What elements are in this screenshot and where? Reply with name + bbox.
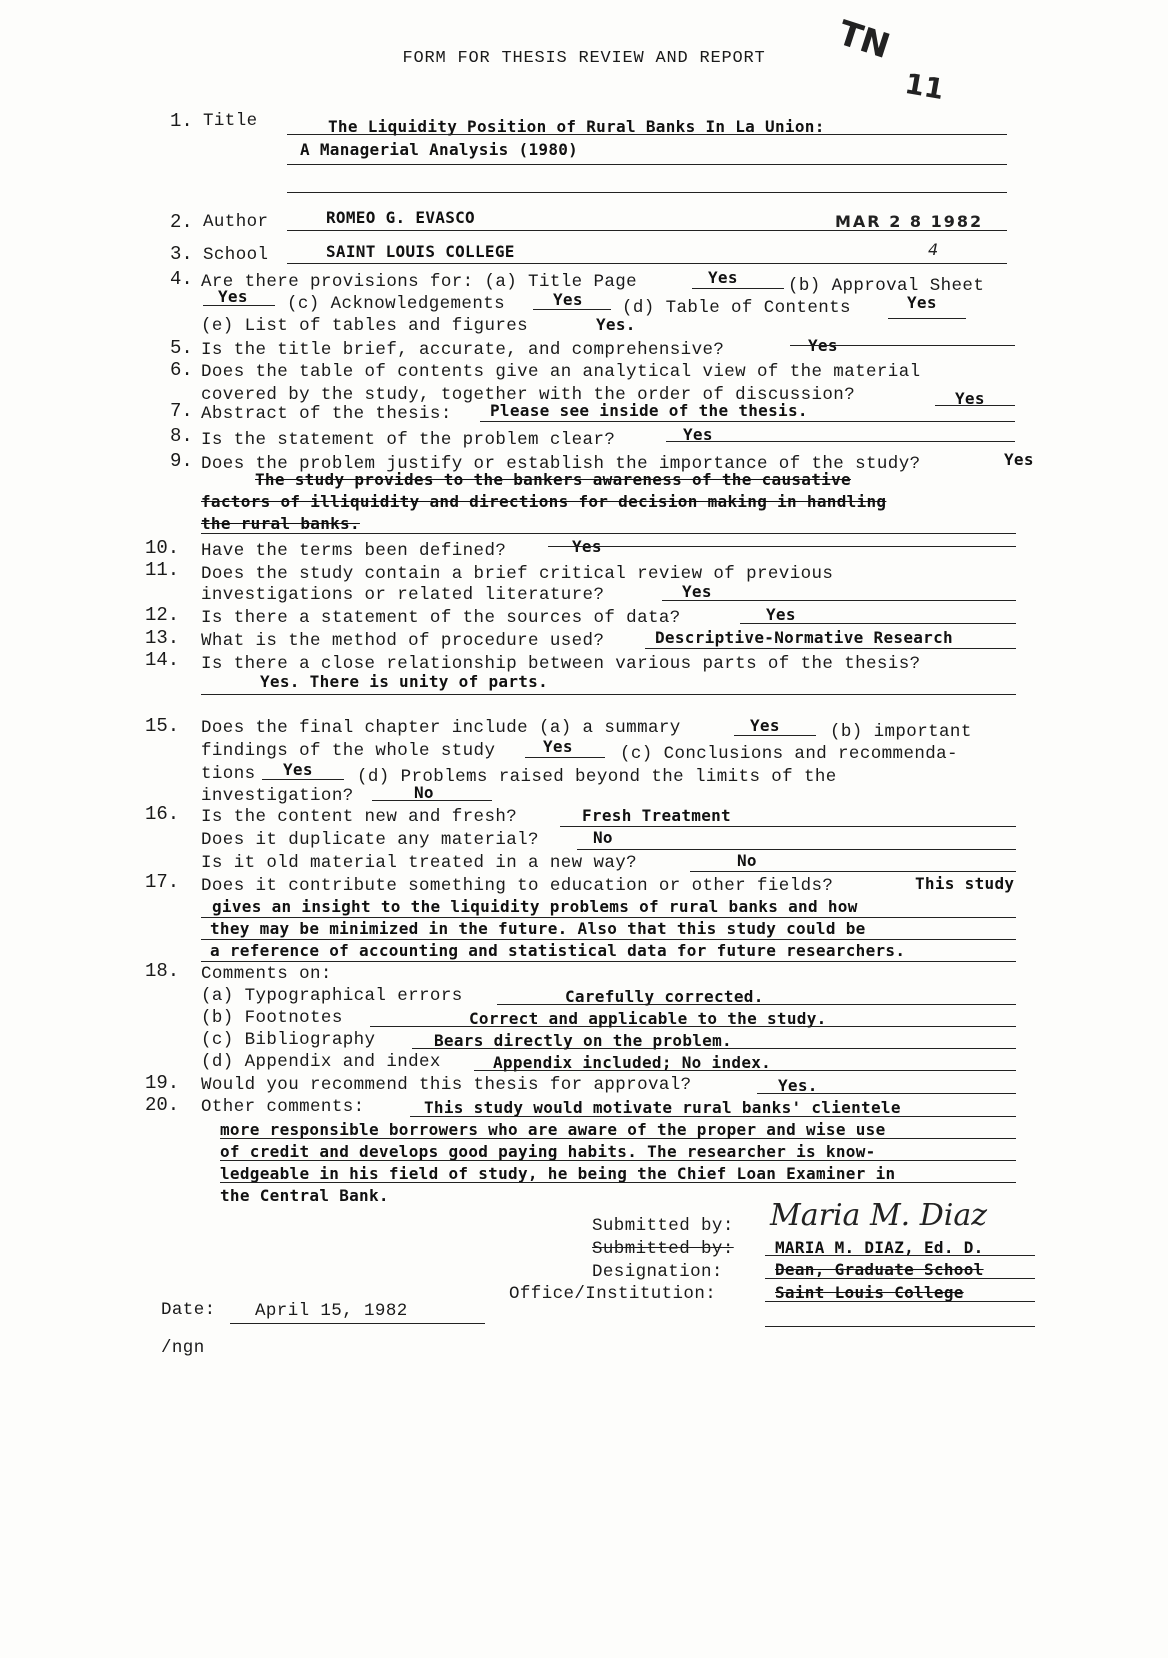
received-date-stamp: MAR 2 8 1982 [835,212,984,231]
answer-rule [203,305,275,306]
bibliography-label: (c) Bibliography [201,1030,376,1050]
answer-rule [201,961,1016,962]
approval-sheet-answer: Yes [218,287,248,306]
duplicate-material-question: Does it duplicate any material? [201,830,539,850]
answer-rule [220,1138,1016,1139]
school-answer: SAINT LOUIS COLLEGE [326,242,515,261]
typist-initials: /ngn [161,1338,205,1358]
answer-rule [525,757,605,758]
problem-importance-answer-line2: factors of illiquidity and directions for decision making in handling [201,492,887,511]
date-label: Date: [161,1300,216,1320]
summary-answer: Yes [750,716,780,735]
old-material-question: Is it old material treated in a new way? [201,853,638,873]
list-of-tables-label: (e) List of tables and figures [201,316,529,336]
other-comments-line0: This study would motivate rural banks' clientele [424,1098,901,1117]
author-answer: ROMEO G. EVASCO [326,208,475,227]
answer-rule [410,1116,1016,1117]
item-number: 13. [145,627,180,649]
content-new-question: Is the content new and fresh? [201,807,518,827]
contribution-answer-start: This study [915,874,1015,893]
other-comments-line3: ledgeable in his field of study, he being the Chief Loan Examiner in [220,1164,896,1183]
acknowledgements-label: (c) Acknowledgements [287,294,506,314]
important-findings-label: (b) important [830,722,972,742]
answer-rule [692,288,784,289]
literature-review-question-line2: investigations or related literature? [201,585,605,605]
submitted-by-label-struck: Submitted by: [592,1239,734,1259]
contribution-answer-line3: a reference of accounting and statistical data for future researchers. [210,941,906,960]
final-chapter-question-line1: Does the final chapter include (a) a summary [201,718,681,738]
recommendations-answer: Yes [283,760,313,779]
literature-review-answer: Yes [682,582,712,601]
table-of-contents-question-line1: Does the table of contents give an analytical view of the material [201,362,921,382]
findings-answer: Yes [543,737,573,756]
method-answer: Descriptive-Normative Research [655,628,953,647]
old-material-answer: No [737,851,757,870]
table-of-contents-analysis-answer: Yes [955,389,985,408]
answer-rule [662,600,1016,601]
abstract-question: Abstract of the thesis: [201,404,452,424]
date-value: April 15, 1982 [255,1301,408,1321]
office-label: Office/Institution: [509,1284,717,1304]
office-value: Saint Louis College [775,1283,964,1302]
appendix-answer: Appendix included; No index. [493,1053,772,1072]
signature: Maria M. Diaz [770,1198,988,1233]
comments-on-label: Comments on: [201,964,332,984]
sources-of-data-answer: Yes [766,605,796,624]
item-number: 6. [170,359,193,381]
conclusions-label: (c) Conclusions and recommenda- [620,744,958,764]
problems-raised-answer: No [414,783,434,802]
answer-rule [474,1070,1016,1071]
problem-importance-yes: Yes [1004,450,1034,469]
title-label: Title [203,111,258,131]
stamp-note: 4 [928,240,939,259]
answer-rule [201,939,1016,940]
answer-rule [480,421,1015,422]
item-number: 17. [145,871,180,893]
answer-rule [548,546,1016,547]
answer-rule [287,230,1007,231]
answer-rule [287,192,1007,193]
typographical-answer: Carefully corrected. [565,987,764,1006]
other-comments-line1: more responsible borrowers who are aware of the proper and wise use [220,1120,886,1139]
recommend-answer: Yes. [778,1076,818,1095]
contribution-question: Does it contribute something to education or other fields? [201,876,834,896]
answer-rule [230,1323,485,1324]
item-number: 7. [170,400,193,422]
answer-rule [262,779,344,780]
footnotes-answer: Correct and applicable to the study. [469,1009,827,1028]
answer-rule [201,533,1016,534]
item-number: 14. [145,649,180,671]
item-number: 12. [145,604,180,626]
answer-rule [765,1278,1035,1279]
item-number: 8. [170,425,193,447]
contribution-answer-line2: they may be minimized in the future. Also that this study could be [210,919,866,938]
terms-defined-answer: Yes [572,537,602,556]
content-new-answer: Fresh Treatment [582,806,731,825]
answer-rule [560,826,1016,827]
problem-clear-answer: Yes [683,425,713,444]
other-comments-line4: the Central Bank. [220,1186,389,1205]
answer-rule [533,309,611,310]
submitted-by-label: Submitted by: [592,1216,734,1236]
answer-rule [935,405,1015,406]
answer-rule [220,1160,1016,1161]
typographical-label: (a) Typographical errors [201,986,463,1006]
abstract-answer: Please see inside of the thesis. [490,401,808,420]
answer-rule [757,1093,1016,1094]
problem-clear-question: Is the statement of the problem clear? [201,430,616,450]
tn-stamp: TN [833,12,895,68]
title-answer-line1: The Liquidity Position of Rural Banks In La Union: [328,117,825,136]
form-title: FORM FOR THESIS REVIEW AND REPORT [402,49,766,68]
appendix-label: (d) Appendix and index [201,1052,441,1072]
answer-rule [888,318,966,319]
problems-raised-label: (d) Problems raised beyond the limits of the [357,767,837,787]
relationship-answer: Yes. There is unity of parts. [260,672,549,691]
relationship-question: Is there a close relationship between various parts of the thesis? [201,654,921,674]
answer-rule [220,1182,1016,1183]
answer-rule [201,694,1016,695]
item-number: 15. [145,715,180,737]
answer-rule [497,1004,1016,1005]
answer-rule [201,917,1016,918]
item-number: 4. [170,268,193,290]
answer-rule [287,263,1007,264]
answer-rule [765,1301,1035,1302]
answer-rule [790,345,1015,346]
item-number: 10. [145,537,180,559]
answer-rule [577,849,1016,850]
duplicate-material-answer: No [593,828,613,847]
item-number: 9. [170,450,193,472]
answer-rule [690,871,1016,872]
title-brief-question: Is the title brief, accurate, and comprehensive? [201,340,725,360]
problem-importance-answer-line3: the rural banks. [201,514,360,533]
title-brief-answer: Yes [808,336,838,355]
bibliography-answer: Bears directly on the problem. [434,1031,732,1050]
recommend-question: Would you recommend this thesis for approval? [201,1075,692,1095]
item-number: 3. [170,243,193,265]
footnotes-label: (b) Footnotes [201,1008,343,1028]
answer-rule [370,1026,1016,1027]
answer-rule [645,648,1016,649]
answer-rule [765,1255,1035,1256]
literature-review-question-line1: Does the study contain a brief critical review of previous [201,564,834,584]
answer-rule [734,735,816,736]
other-comments-label: Other comments: [201,1097,365,1117]
answer-rule [666,441,1015,442]
problem-importance-answer-line1: The study provides to the bankers awareness of the causative [255,470,851,489]
final-chapter-question-line4: investigation? [201,786,354,806]
final-chapter-question-line2: findings of the whole study [201,741,496,761]
answer-rule [287,134,1007,135]
item-number: 19. [145,1072,180,1094]
answer-rule [412,1048,1016,1049]
item-number: 1. [170,110,193,132]
answer-rule [765,1326,1035,1327]
table-of-contents-question-line2: covered by the study, together with the order of discussion? [201,385,856,405]
final-chapter-question-line3: tions [201,764,256,784]
contribution-answer-line1: gives an insight to the liquidity problems of rural banks and how [212,897,858,916]
acknowledgements-answer: Yes [553,290,583,309]
answer-rule [287,164,1007,165]
list-of-tables-answer: Yes. [596,315,636,334]
author-label: Author [203,212,269,232]
item-number: 16. [145,803,180,825]
item-number: 18. [145,960,180,982]
school-label: School [203,245,269,265]
sources-of-data-question: Is there a statement of the sources of data? [201,608,681,628]
answer-rule [372,800,492,801]
table-of-contents-label: (d) Table of Contents [622,298,851,318]
problem-importance-question: Does the problem justify or establish the importance of the study? [201,454,921,474]
item-number: 2. [170,211,193,233]
answer-rule [740,623,1016,624]
item-number: 11. [145,559,180,581]
title-page-answer: Yes [708,268,738,287]
other-comments-line2: of credit and develops good paying habits. The researcher is know- [220,1142,876,1161]
submitter-name: MARIA M. DIAZ, Ed. D. [775,1238,984,1257]
designation-value: Dean, Graduate School [775,1260,984,1279]
table-of-contents-answer: Yes [907,293,937,312]
title-answer-line2: A Managerial Analysis (1980) [300,140,579,159]
item-number: 5. [170,337,193,359]
terms-defined-question: Have the terms been defined? [201,541,507,561]
approval-sheet-label: (b) Approval Sheet [788,276,985,296]
designation-label: Designation: [592,1262,723,1282]
item-number: 20. [145,1094,180,1116]
provisions-question: Are there provisions for: (a) Title Page [201,272,638,292]
call-number-handwriting: 11 [902,66,947,107]
method-question: What is the method of procedure used? [201,631,605,651]
